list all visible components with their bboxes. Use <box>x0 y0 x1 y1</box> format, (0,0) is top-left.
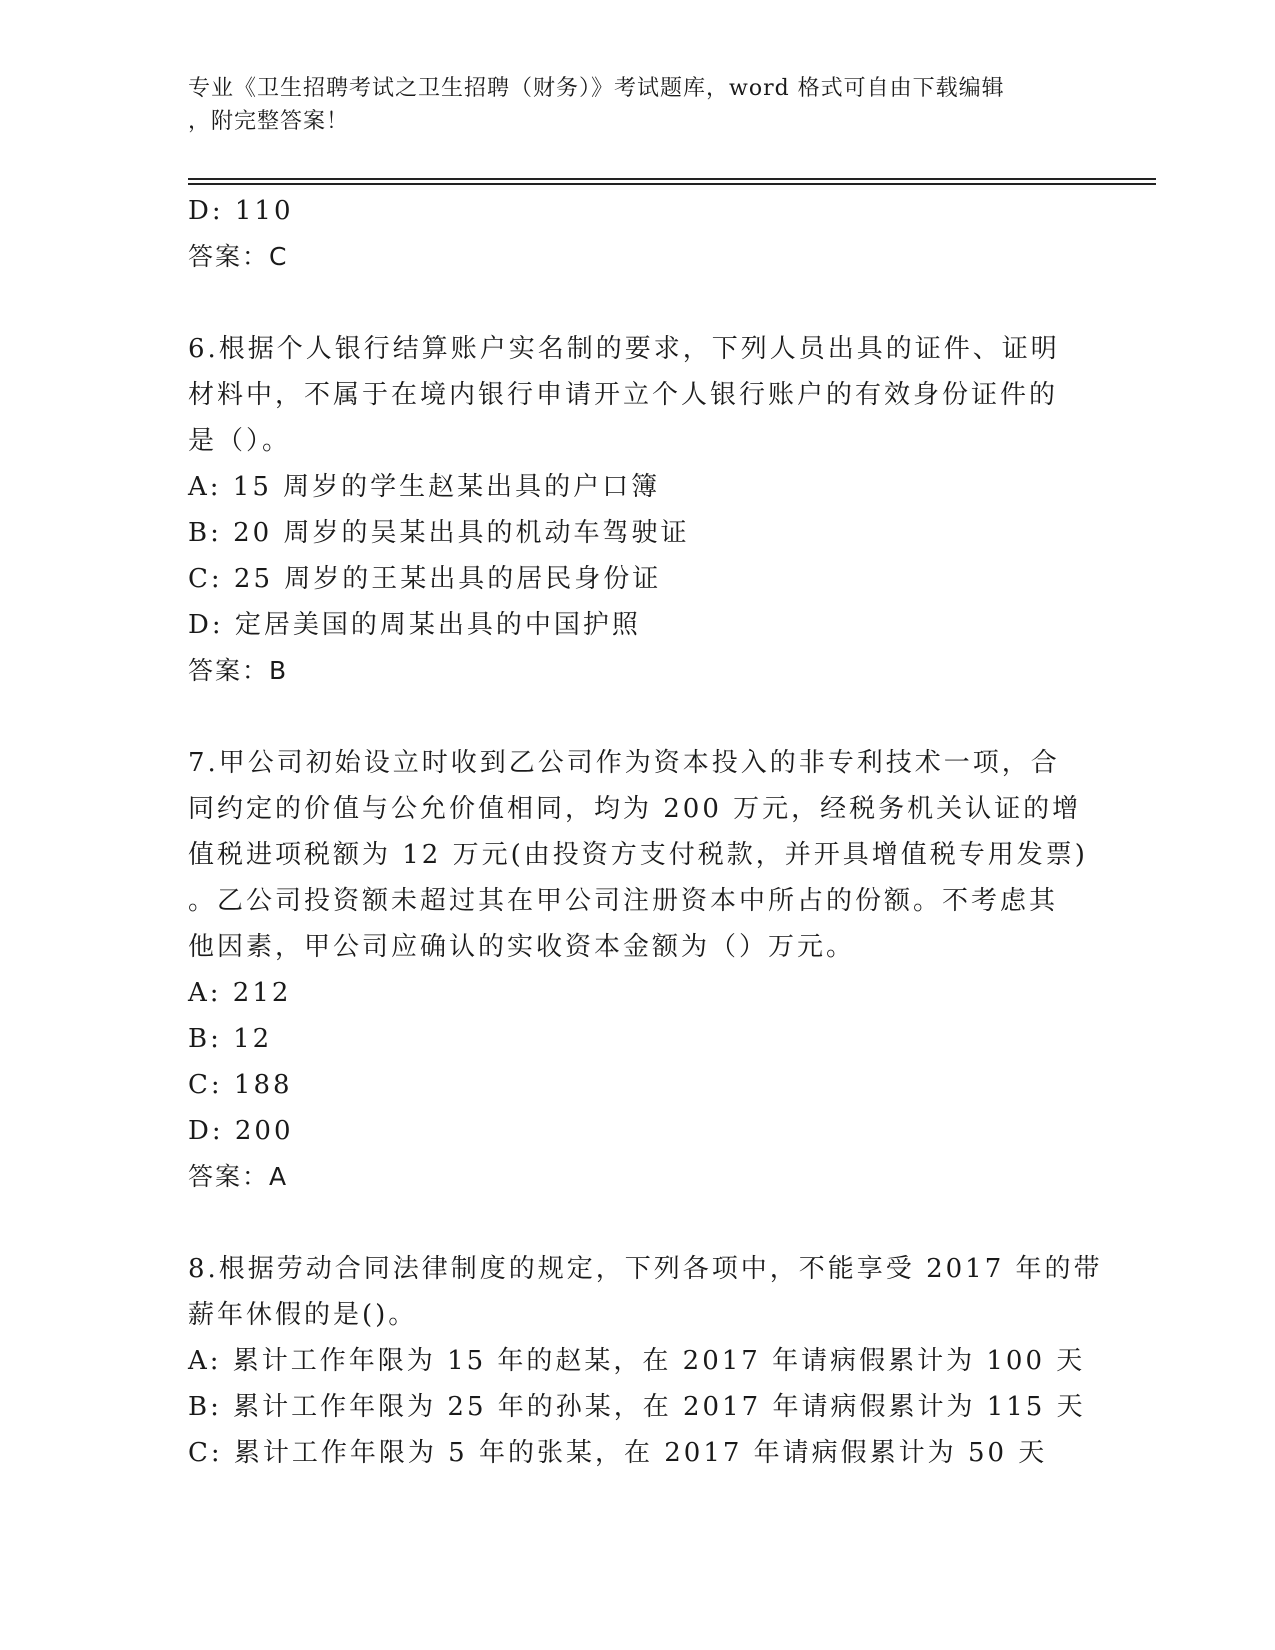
header-divider-top <box>188 178 1156 180</box>
option-c: C: 25 周岁的王某出具的居民身份证 <box>188 564 662 594</box>
question-text-line: 值税进项税额为 12 万元(由投资方支付税款，并开具增值税专用发票) <box>188 840 1088 870</box>
question-text-line: 。乙公司投资额未超过其在甲公司注册资本中所占的份额。不考虑其 <box>188 886 1059 916</box>
question-text-line: 材料中，不属于在境内银行申请开立个人银行账户的有效身份证件的 <box>188 380 1059 410</box>
prev-answer: 答案：C <box>188 242 289 271</box>
question-body <box>188 188 1103 1476</box>
question-text-line: 薪年休假的是()。 <box>188 1300 418 1330</box>
question-text-line: 是（）。 <box>188 426 292 456</box>
header-line-1: 专业《卫生招聘考试之卫生招聘（财务）》考试题库，word 格式可自由下载编辑 <box>188 76 1005 101</box>
answer: 答案：B <box>188 656 289 685</box>
option-c: C: 188 <box>188 1070 293 1100</box>
option-c: C: 累计工作年限为 5 年的张某，在 2017 年请病假累计为 50 天 <box>188 1438 1048 1468</box>
header-divider-bottom <box>188 183 1156 185</box>
option-b: B: 12 <box>188 1024 273 1054</box>
header-line-2: ，附完整答案！ <box>188 109 350 134</box>
question-text-line: 他因素，甲公司应确认的实收资本金额为（）万元。 <box>188 932 856 962</box>
spacer <box>188 280 1088 326</box>
option-d: D: 200 <box>188 1116 294 1146</box>
spacer <box>188 694 1088 740</box>
option-d: D: 定居美国的周某出具的中国护照 <box>188 610 641 640</box>
option-b: B: 20 周岁的吴某出具的机动车驾驶证 <box>188 518 690 548</box>
question-text-line: 8.根据劳动合同法律制度的规定，下列各项中，不能享受 2017 年的带 <box>188 1254 1103 1284</box>
question-text-line: 同约定的价值与公允价值相同，均为 200 万元，经税务机关认证的增 <box>188 794 1082 824</box>
option-b: B: 累计工作年限为 25 年的孙某，在 2017 年请病假累计为 115 天 <box>188 1392 1086 1422</box>
question-text-line: 6.根据个人银行结算账户实名制的要求，下列人员出具的证件、证明 <box>188 334 1060 364</box>
question-text-line: 7.甲公司初始设立时收到乙公司作为资本投入的非专利技术一项，合 <box>188 748 1060 778</box>
option-a: A: 累计工作年限为 15 年的赵某，在 2017 年请病假累计为 100 天 <box>188 1346 1086 1376</box>
question-6 <box>188 326 1088 694</box>
question-8 <box>188 1246 1103 1476</box>
spacer <box>188 1200 1088 1246</box>
page-header <box>188 72 1088 138</box>
option-a: A: 212 <box>188 978 292 1008</box>
prev-option-d: D: 110 <box>188 196 294 226</box>
option-a: A: 15 周岁的学生赵某出具的户口簿 <box>188 472 661 502</box>
question-7 <box>188 740 1088 1200</box>
answer: 答案：A <box>188 1162 289 1191</box>
